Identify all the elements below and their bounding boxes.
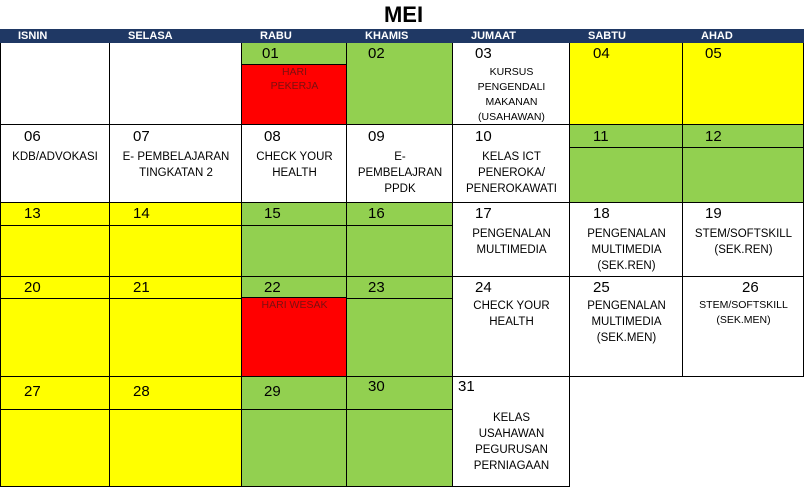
day-number-16: 16 bbox=[368, 205, 385, 222]
weekday-header-khamis: KHAMIS bbox=[347, 29, 453, 43]
weekday-header-jumaat: JUMAAT bbox=[453, 29, 570, 43]
event-hari-pekerja: HARI PEKERJA bbox=[270, 66, 319, 92]
divider bbox=[347, 298, 453, 299]
day-cell-01-header bbox=[242, 43, 347, 65]
event-stem-softskill-sek-ren: STEM/SOFTSKILL (SEK.REN) bbox=[694, 228, 793, 256]
day-cell-30 bbox=[347, 377, 453, 487]
day-cell-21 bbox=[110, 277, 242, 377]
day-cell-16 bbox=[347, 203, 453, 277]
event-pengenalan-multimedia-sek-ren: PENGENALAN MULTIMEDIA (SEK.REN) bbox=[587, 228, 666, 272]
day-number-03: 03 bbox=[475, 45, 492, 62]
divider bbox=[0, 409, 453, 410]
day-number-29: 29 bbox=[264, 383, 281, 400]
day-number-08: 08 bbox=[264, 128, 281, 145]
day-cell-12 bbox=[683, 125, 804, 203]
event-kursus-pengendali-makanan: KURSUS PENGENDALI MAKANAN (USAHAWAN) bbox=[477, 66, 546, 123]
day-number-20: 20 bbox=[24, 279, 41, 296]
day-number-12: 12 bbox=[705, 128, 722, 145]
day-number-06: 06 bbox=[24, 128, 41, 145]
day-cell-04 bbox=[570, 43, 683, 125]
day-number-19: 19 bbox=[705, 205, 722, 222]
day-number-05: 05 bbox=[705, 45, 722, 62]
day-cell-13 bbox=[0, 203, 110, 277]
day-number-21: 21 bbox=[133, 279, 150, 296]
day-number-02: 02 bbox=[368, 45, 385, 62]
divider bbox=[570, 147, 804, 148]
event-stem-softskill-sek-men: STEM/SOFTSKILL (SEK.MEN) bbox=[699, 299, 788, 326]
day-cell-05 bbox=[683, 43, 804, 125]
day-number-11: 11 bbox=[593, 128, 609, 145]
weekday-header-isnin: ISNIN bbox=[0, 29, 110, 43]
day-cell-11 bbox=[570, 125, 683, 203]
day-number-17: 17 bbox=[475, 205, 492, 222]
month-title: MEI bbox=[383, 2, 424, 27]
event-e-pembelajran-ppdk: E- PEMBELAJRAN PPDK bbox=[357, 151, 443, 195]
day-number-15: 15 bbox=[264, 205, 281, 222]
day-number-24: 24 bbox=[475, 279, 492, 296]
event-kdb-advokasi: KDB/ADVOKASI bbox=[12, 151, 98, 163]
day-number-07: 07 bbox=[133, 128, 150, 145]
day-number-28: 28 bbox=[133, 383, 150, 400]
day-number-09: 09 bbox=[368, 128, 385, 145]
day-cell-22-header bbox=[242, 277, 347, 298]
event-check-your-health-2: CHECK YOUR HEALTH bbox=[473, 300, 550, 328]
event-kelas-ict: KELAS ICT PENEROKA/ PENEROKAWATI bbox=[466, 151, 557, 195]
day-number-18: 18 bbox=[593, 205, 610, 222]
day-number-14: 14 bbox=[133, 205, 150, 222]
event-check-your-health: CHECK YOUR HEALTH bbox=[256, 151, 333, 179]
day-number-31: 31 bbox=[458, 378, 475, 395]
event-pengenalan-multimedia: PENGENALAN MULTIMEDIA bbox=[472, 228, 551, 256]
divider bbox=[0, 225, 453, 226]
weekday-header-selasa: SELASA bbox=[110, 29, 242, 43]
day-number-26: 26 bbox=[742, 279, 759, 296]
event-e-pembelajaran-tingkatan-2: E- PEMBELAJARAN TINGKATAN 2 bbox=[122, 151, 230, 179]
day-number-23: 23 bbox=[368, 279, 385, 296]
weekday-header-ahad: AHAD bbox=[683, 29, 804, 43]
day-number-01: 01 bbox=[262, 45, 279, 62]
weekday-header-sabtu: SABTU bbox=[570, 29, 683, 43]
day-cell-15 bbox=[242, 203, 347, 277]
event-kelas-usahawan: KELAS USAHAWAN PEGURUSAN PERNIAGAAN bbox=[473, 412, 550, 472]
day-cell-28 bbox=[110, 377, 242, 487]
day-cell-empty-2 bbox=[110, 43, 242, 125]
day-cell-20 bbox=[0, 277, 110, 377]
day-cell-empty-1 bbox=[0, 43, 110, 125]
day-cell-27 bbox=[0, 377, 110, 487]
day-cell-29 bbox=[242, 377, 347, 487]
divider bbox=[0, 298, 242, 299]
day-number-10: 10 bbox=[475, 128, 492, 145]
day-number-22: 22 bbox=[264, 279, 281, 296]
weekday-header-rabu: RABU bbox=[242, 29, 347, 43]
day-cell-14 bbox=[110, 203, 242, 277]
event-pengenalan-multimedia-sek-men: PENGENALAN MULTIMEDIA (SEK.MEN) bbox=[587, 300, 666, 344]
day-number-25: 25 bbox=[593, 279, 610, 296]
day-cell-23 bbox=[347, 277, 453, 377]
day-cell-02 bbox=[347, 43, 453, 125]
day-number-30: 30 bbox=[368, 378, 385, 395]
day-number-27: 27 bbox=[24, 383, 41, 400]
event-hari-wesak: HARI WESAK bbox=[261, 299, 328, 311]
day-number-13: 13 bbox=[24, 205, 41, 222]
day-number-04: 04 bbox=[593, 45, 610, 62]
